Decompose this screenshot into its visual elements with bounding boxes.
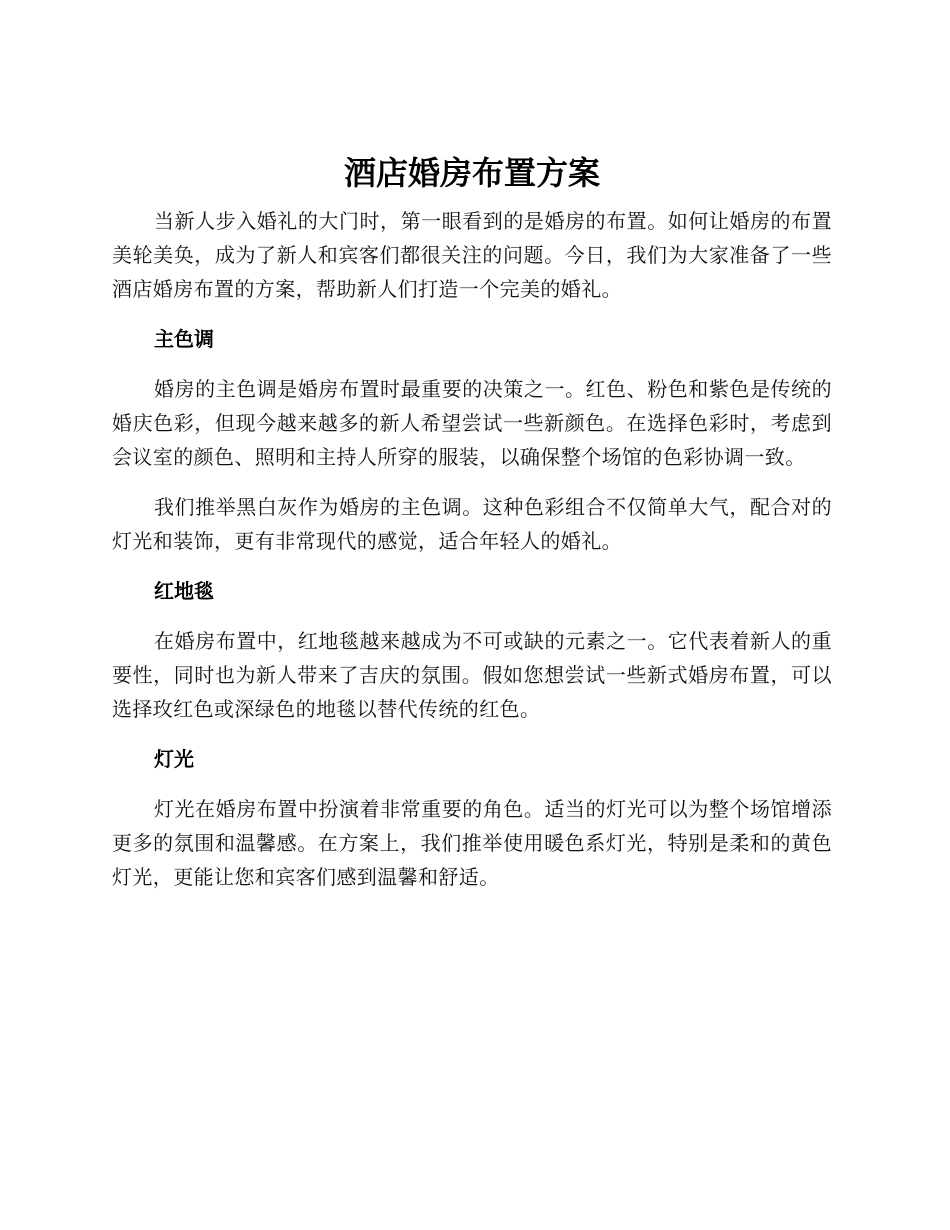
red-carpet-paragraph: 在婚房布置中，红地毯越来越成为不可或缺的元素之一。它代表着新人的重要性，同时也为新人带来了吉庆的氛围。假如您想尝试一些新式婚房布置，可以选择玫红色或深绿色的地毯以替代传统的红色。 — [112, 629, 832, 721]
intro-paragraph: 当新人步入婚礼的大门时，第一眼看到的是婚房的布置。如何让婚房的布置美轮美奂，成为了新人和宾客们都很关注的问题。今日，我们为大家准备了一些酒店婚房布置的方案，帮助新人们打造一个完美的婚礼。 — [112, 209, 832, 301]
main-color-paragraph-1: 婚房的主色调是婚房布置时最重要的决策之一。红色、粉色和紫色是传统的婚庆色彩，但现今越来越多的新人希望尝试一些新颜色。在选择色彩时，考虑到会议室的颜色、照明和主持人所穿的服装，以确保整个场馆的色彩协调一致。 — [112, 377, 832, 469]
section-heading-lighting: 灯光 — [154, 747, 194, 771]
section-heading-red-carpet: 红地毯 — [154, 579, 214, 603]
page-title: 酒店婚房布置方案 — [343, 154, 600, 192]
section-heading-main-color: 主色调 — [154, 327, 214, 351]
document-page — [112, 150, 832, 910]
lighting-paragraph: 灯光在婚房布置中扮演着非常重要的角色。适当的灯光可以为整个场馆增添更多的氛围和温馨感。在方案上，我们推举使用暖色系灯光，特别是柔和的黄色灯光，更能让您和宾客们感到温馨和舒适。 — [112, 797, 832, 889]
main-color-paragraph-2: 我们推举黑白灰作为婚房的主色调。这种色彩组合不仅简单大气，配合对的灯光和装饰，更有非常现代的感觉，适合年轻人的婚礼。 — [112, 495, 832, 553]
